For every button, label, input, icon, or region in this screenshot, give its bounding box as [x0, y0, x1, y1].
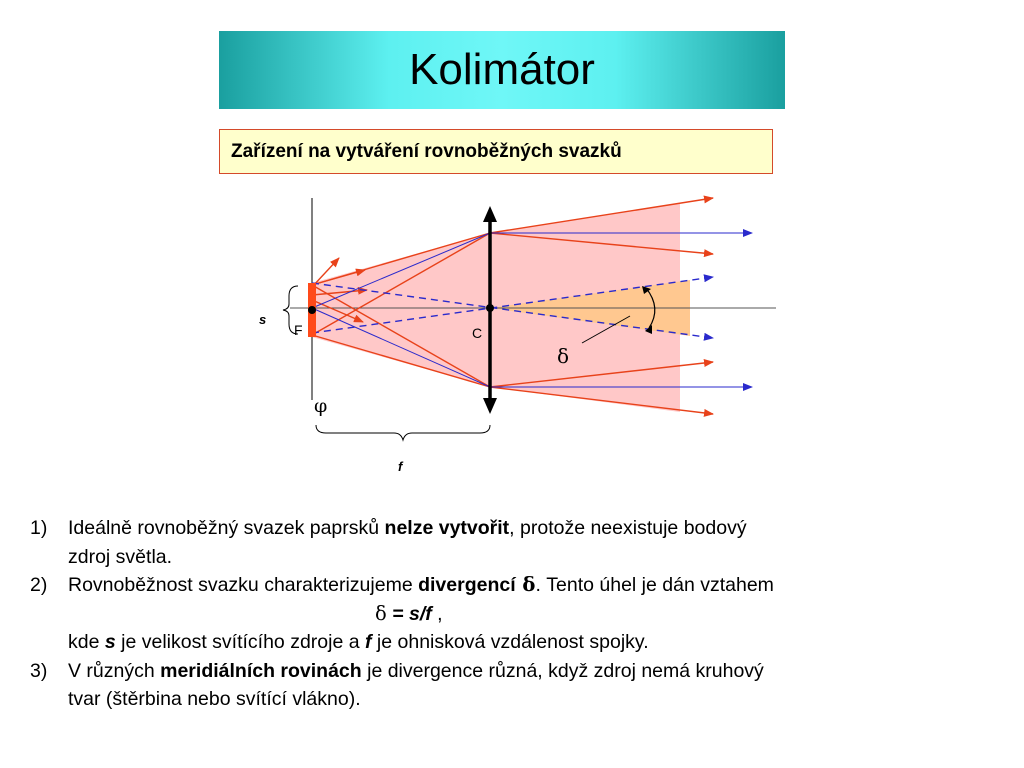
label-f: f	[398, 459, 403, 474]
label-C: C	[472, 325, 483, 341]
point-3-line-2: tvar (štěrbina nebo svítící vlákno).	[68, 688, 361, 710]
label-s: s	[259, 312, 267, 327]
label-F: F	[294, 322, 303, 338]
point-3-line-1: 3) V různých meridiálních rovinách je divergence různá, když zdroj nemá kruhový	[30, 659, 764, 682]
page-title: Kolimátor	[409, 45, 595, 94]
label-delta: δ	[557, 344, 570, 368]
point-2-line-3: kde s je velikost svítícího zdroje a f je ohnisková vzdálenost spojky.	[68, 631, 649, 653]
lens-center-point	[486, 304, 494, 312]
label-phi: φ	[314, 395, 328, 417]
point-1-line-2: zdroj světla.	[68, 545, 173, 568]
explanation-text	[30, 514, 1010, 714]
lens-arrow-top	[483, 206, 497, 222]
subtitle: Zařízení na vytváření rovnoběžných svazků	[231, 140, 622, 162]
point-2-line-1: 2) Rovnoběžnost svazku charakterizujeme divergencí δ. Tento úhel je dán vztahem	[30, 573, 774, 596]
point-1-line-1: 1) Ideálně rovnoběžný svazek paprsků nelze vytvořit, protože neexistuje bodový	[30, 517, 747, 539]
focus-point	[308, 306, 316, 314]
lens-arrow-bottom	[483, 398, 497, 414]
f-brace	[316, 425, 490, 440]
formula-line: δ = s/f ,	[375, 601, 443, 625]
